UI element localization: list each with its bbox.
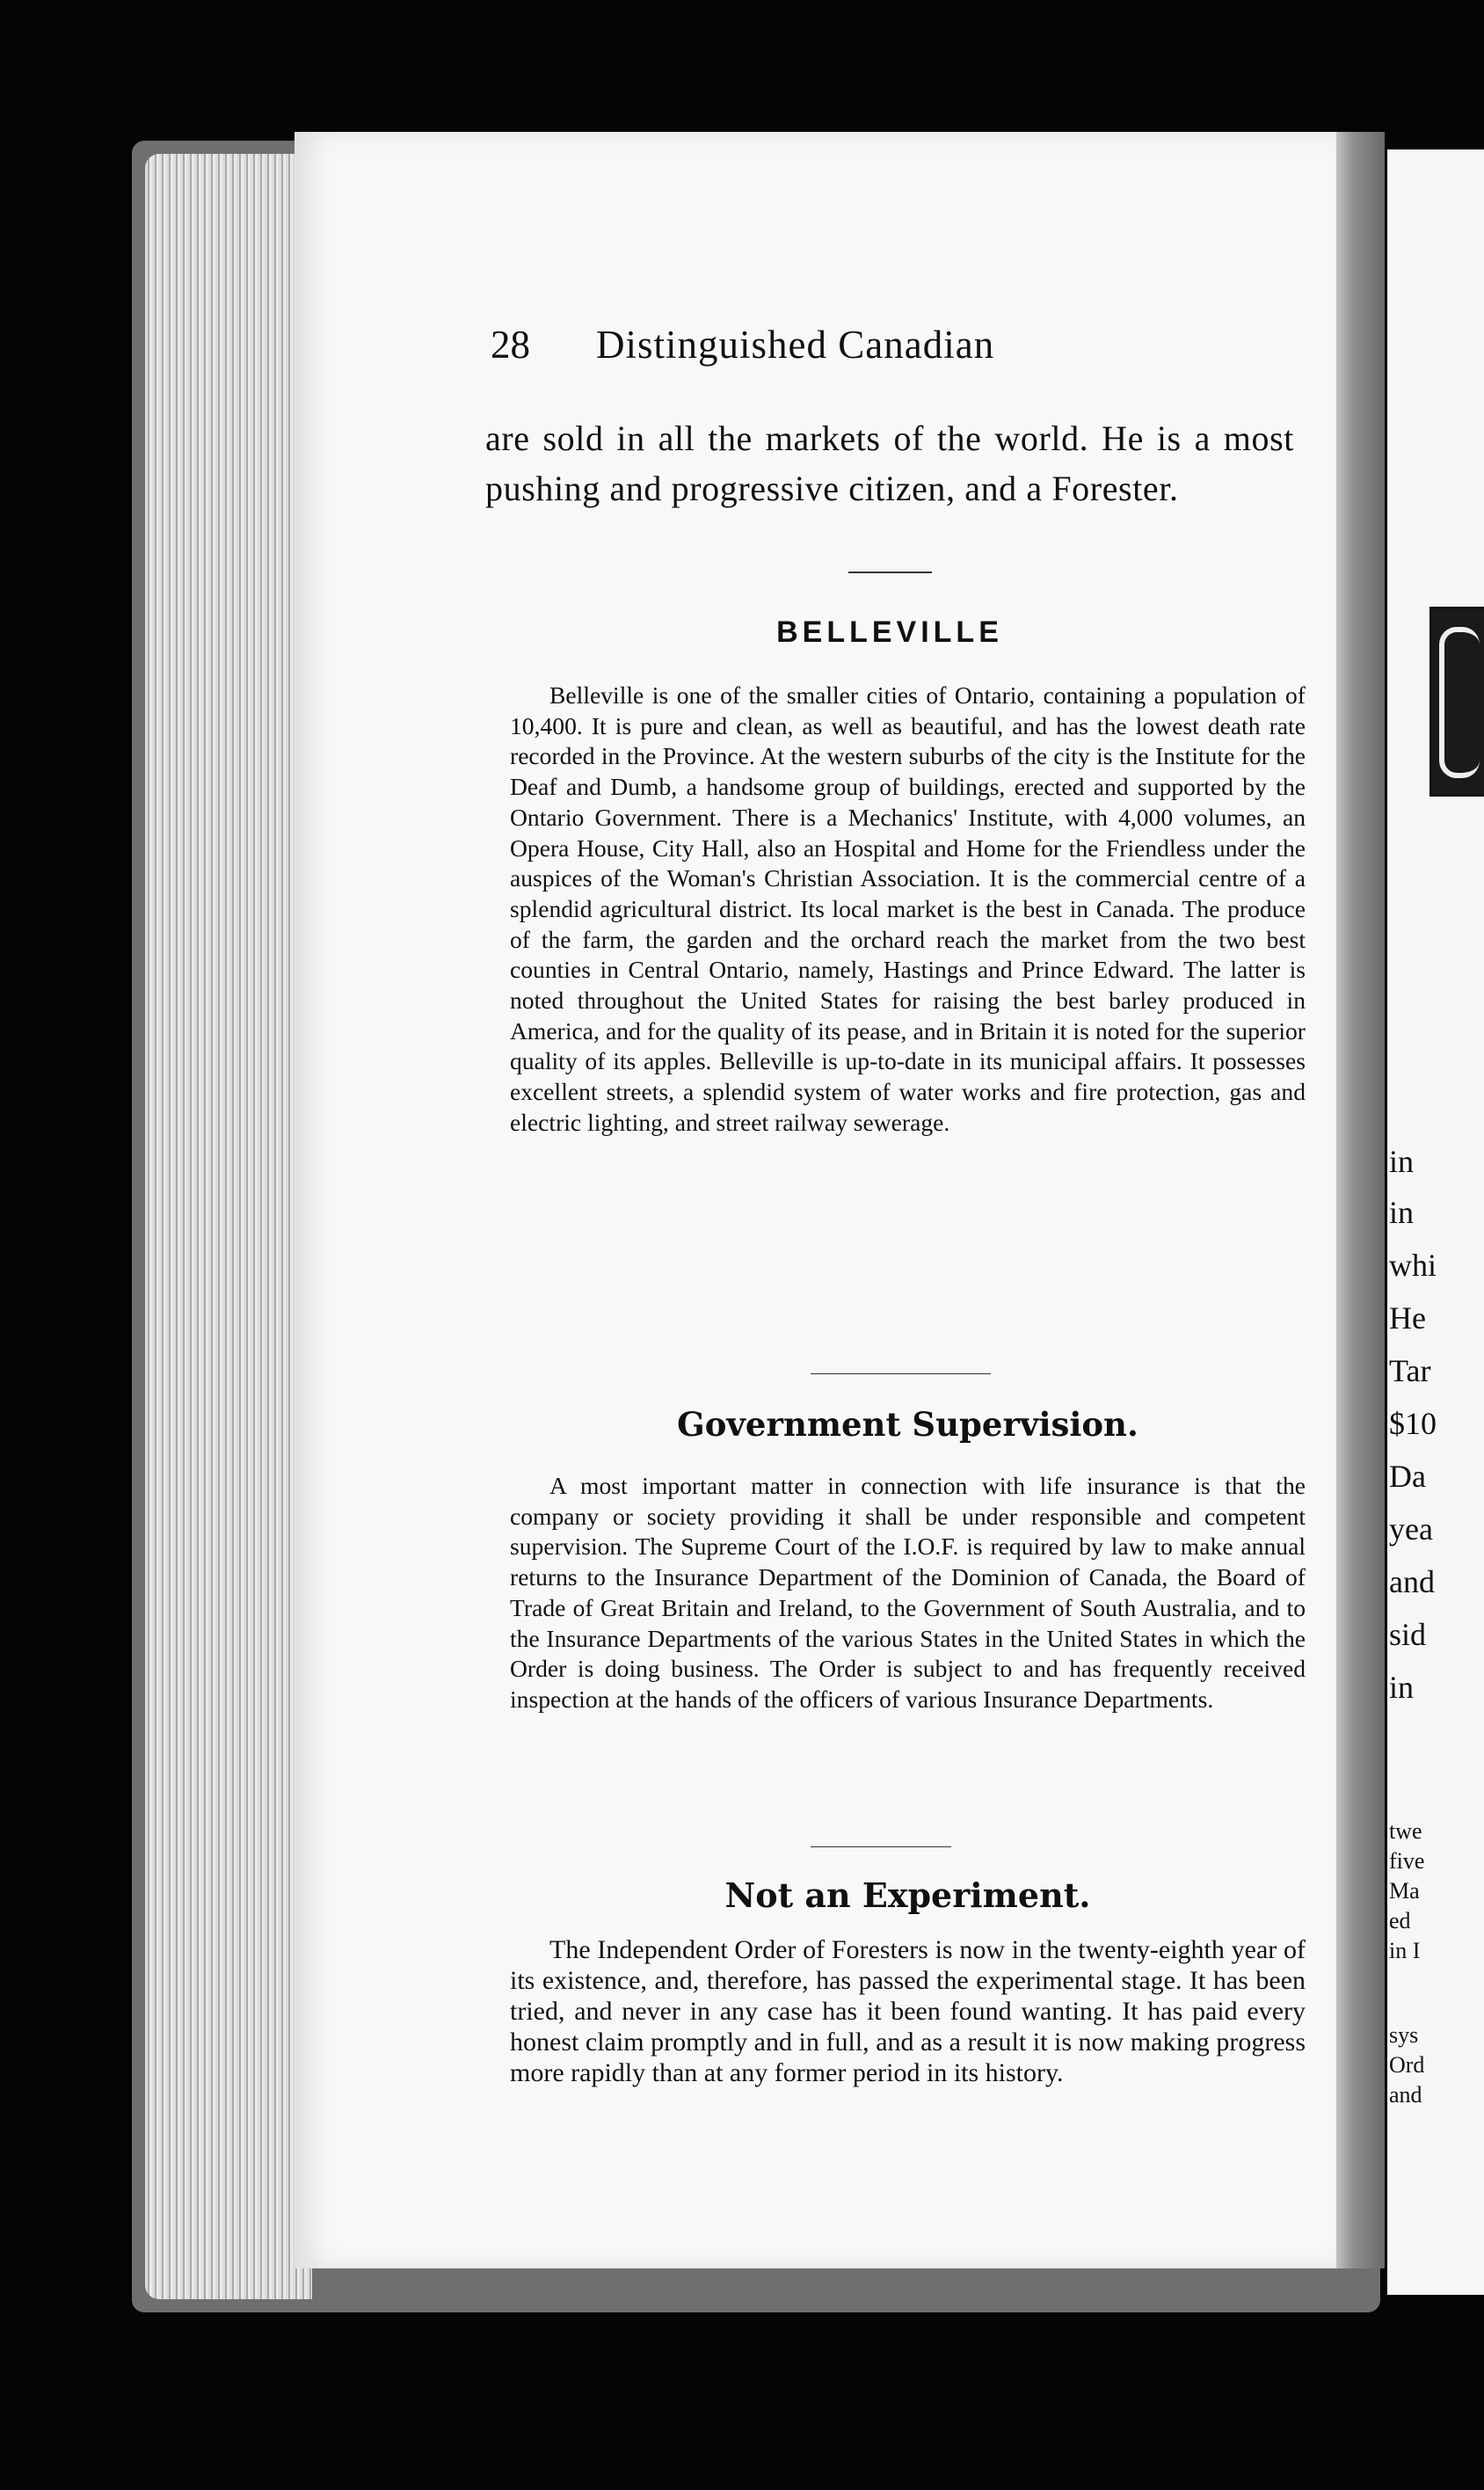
section-body [510,1471,1306,1715]
facing-fragment: $10 [1389,1406,1437,1441]
paragraph: Belleville is one of the smaller cities of Ontario, containing a population of 10,400. It is pure and clean, as well as beautiful, and has the lowest death rate recorded in the Province. At the western suburbs of the city is the Institute for the Deaf and Dumb, a handsome group of buildings, erected and supported by the Ontario Government. There is a Mechanics' Institute, with 4,000 volumes, an Opera House, City Hall, also an Hospital and Home for the Friendless under the auspices of the Woman's Christian Association. It is the commercial centre of a splendid agricultural district. Its local market is the best in Canada. The produce of the farm, the garden and the orchard reach the market from the two best counties in Central Ontario, namely, Hastings and Prince Edward. The latter is noted throughout the United States for raising the best barley produced in America, and for the quality of its pease, and in Britain it is noted for the superior quality of its apples. Belleville is up-to-date in its municipal affairs. It possesses excellent streets, a splendid system of water works and fire protection, gas and electric lighting, and street railway sewerage. [510,681,1306,1136]
facing-fragment: sys [1389,2022,1419,2048]
section-heading: Not an Experiment. [724,1875,1091,1915]
facing-fragment: yea [1389,1511,1433,1547]
facing-fragment: in I [1389,1938,1421,1963]
facing-fragment: sid [1389,1617,1427,1652]
page-fore-edge [145,154,312,2299]
facing-fragment: five [1389,1848,1425,1874]
running-title: Distinguished Canadian [596,323,995,367]
section-divider [811,1846,951,1847]
section-heading: Government Supervision. [677,1405,1138,1444]
paragraph: The Independent Order of Foresters is now in the twenty-eighth year of its existence, and, therefore, has passed the experimental stage. It has been tried, and never in any case has it been found wanting. It has paid every honest claim promptly and in full, and as a result it is now making progress more rapidly than at any former period in its history. [510,1935,1306,2087]
facing-fragment: twe [1389,1818,1422,1844]
facing-fragment: and [1389,2082,1422,2108]
facing-fragment: ed [1389,1908,1411,1933]
facing-fragment: Tar [1389,1353,1431,1388]
section-divider [811,1373,991,1374]
facing-fragment: Da [1389,1459,1426,1494]
facing-fragment: Ord [1389,2052,1425,2078]
page-number: 28 [491,323,530,367]
facing-fragment: in [1389,1670,1415,1705]
section-body [510,681,1306,1139]
book-gutter [1332,132,1385,2268]
section-divider [848,572,932,573]
section-body [510,1934,1306,2088]
facing-fragment: and [1389,1564,1435,1599]
page-header [491,322,1159,368]
facing-fragment: in [1389,1144,1415,1179]
facing-fragment: Ma [1389,1878,1420,1904]
paragraph: A most important matter in connection with life insurance is that the company or society providing it shall be under responsible and competent supervision. The Supreme Court of the I.O.F. is required by law to make annual returns to the Insurance Department of the Dominion of Canada, the Board of Trade of Great Britain and Ireland, to the Government of South Australia, and to the Insurance Departments of the various States in the United States in which the Order is doing business. The Order is subject to and has frequently received inspection at the hands of the officers of various Insurance Departments. [510,1472,1306,1713]
facing-page [1387,149,1484,2295]
continued-paragraph: are sold in all the markets of the world. He is a most pushing and progressive citizen, and a Forester. [485,419,1294,508]
facing-fragment: in [1389,1195,1415,1230]
facing-fragment: whi [1389,1248,1437,1283]
section-heading: BELLEVILLE [776,615,1003,649]
ornamental-initial-icon [1429,607,1484,797]
facing-fragment: He [1389,1300,1426,1336]
